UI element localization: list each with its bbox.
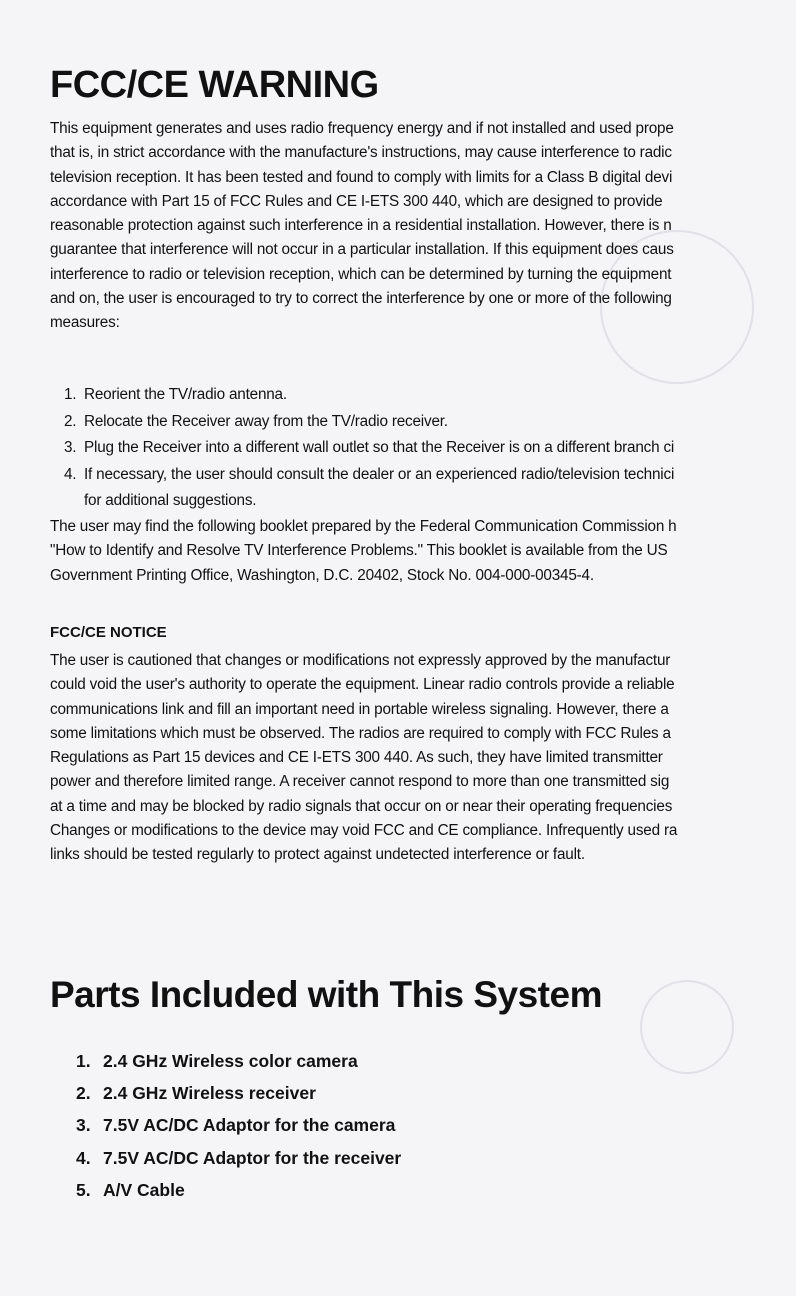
list-item-text: 7.5V AC/DC Adaptor for the camera (103, 1115, 396, 1136)
list-item-text: Plug the Receiver into a different wall outlet so that the Receiver is on a different branch ci (84, 439, 675, 456)
paragraph-line: at a time and may be blocked by radio signals that occur on or near their operating frequencies (50, 797, 673, 815)
list-number: 1. (76, 1051, 91, 1071)
paragraph-line: This equipment generates and uses radio frequency energy and if not installed and used prope (50, 120, 674, 137)
list-item (64, 382, 674, 409)
paragraph-line: interference to radio or television reception, which can be determined by turning the equipment (50, 265, 672, 283)
list-item (64, 435, 674, 462)
list-number: 4. (76, 1147, 91, 1168)
list-number: 5. (76, 1179, 91, 1200)
list-number: 1. (64, 386, 77, 403)
paragraph-line: Government Printing Office, Washington, D.C. 20402, Stock No. 004-000-00345-4. (50, 566, 594, 584)
notice-heading: FCC/CE NOTICE (50, 624, 167, 641)
parts-title: Parts Included with This System (50, 974, 602, 1015)
paragraph-line: reasonable protection against such interference in a residential installation. However, there is n (50, 217, 672, 235)
paragraph-line: that is, in strict accordance with the manufacture's instructions, may cause interference to radic (50, 144, 672, 162)
list-item-text: 7.5V AC/DC Adaptor for the receiver (103, 1147, 402, 1168)
warning-paragraph (50, 117, 796, 336)
booklet-paragraph (50, 515, 796, 588)
paragraph-line: measures: (50, 314, 120, 332)
list-item (64, 409, 674, 436)
paragraph-line: The user is cautioned that changes or modifications not expressly approved by the manufactur (50, 652, 671, 669)
list-item-text: Relocate the Receiver away from the TV/radio receiver. (84, 412, 448, 430)
list-number: 3. (64, 439, 77, 456)
list-number: 3. (76, 1115, 91, 1136)
paragraph-line: power and therefore limited range. A receiver cannot respond to more than one transmitted sig (50, 773, 670, 791)
paragraph-line: television reception. It has been tested and found to comply with limits for a Class B digital devi (50, 168, 673, 186)
list-item (64, 462, 674, 489)
list-number: 2. (64, 412, 77, 430)
list-item-text: 2.4 GHz Wireless color camera (103, 1051, 358, 1071)
paragraph-line: and on, the user is encouraged to try to correct the interference by one or more of the following (50, 290, 672, 308)
list-number: 2. (76, 1083, 91, 1104)
parts-list (76, 1045, 401, 1206)
list-item (76, 1174, 401, 1206)
notice-paragraph (50, 649, 796, 868)
paragraph-line: some limitations which must be observed. The radios are required to comply with FCC Rules a (50, 724, 671, 742)
paragraph-line: Changes or modifications to the device may void FCC and CE compliance. Infrequently used ra (50, 822, 678, 840)
list-item (76, 1109, 401, 1141)
paragraph-line: communications link and fill an important need in portable wireless signaling. However, there a (50, 700, 669, 718)
paragraph-line: could void the user's authority to operate the equipment. Linear radio controls provide a reliable (50, 676, 675, 694)
list-item-text: If necessary, the user should consult the dealer or an experienced radio/television technici (84, 465, 675, 483)
paragraph-line: guarantee that interference will not occur in a particular installation. If this equipment does caus (50, 241, 674, 259)
list-item (76, 1045, 401, 1077)
list-number: 4. (64, 465, 77, 483)
paragraph-line: links should be tested regularly to protect against undetected interference or fault. (50, 846, 585, 864)
list-item-text: 2.4 GHz Wireless receiver (103, 1083, 316, 1104)
paragraph-line: accordance with Part 15 of FCC Rules and CE I-ETS 300 440, which are designed to provide (50, 192, 663, 210)
paragraph-line: The user may find the following booklet prepared by the Federal Communication Commission h (50, 518, 677, 535)
list-item (76, 1142, 401, 1174)
list-item-text: A/V Cable (103, 1179, 185, 1200)
paragraph-line: Regulations as Part 15 devices and CE I-ETS 300 440. As such, they have limited transmitter (50, 749, 663, 767)
corrective-measures-list (64, 382, 674, 515)
list-item-text: Reorient the TV/radio antenna. (84, 386, 287, 403)
warning-title: FCC/CE WARNING (50, 64, 379, 106)
list-item-continuation: for additional suggestions. (84, 492, 257, 509)
bleed-through-shape (640, 980, 734, 1074)
list-item (76, 1077, 401, 1109)
paragraph-line: "How to Identify and Resolve TV Interference Problems." This booklet is available from the US (50, 542, 668, 560)
